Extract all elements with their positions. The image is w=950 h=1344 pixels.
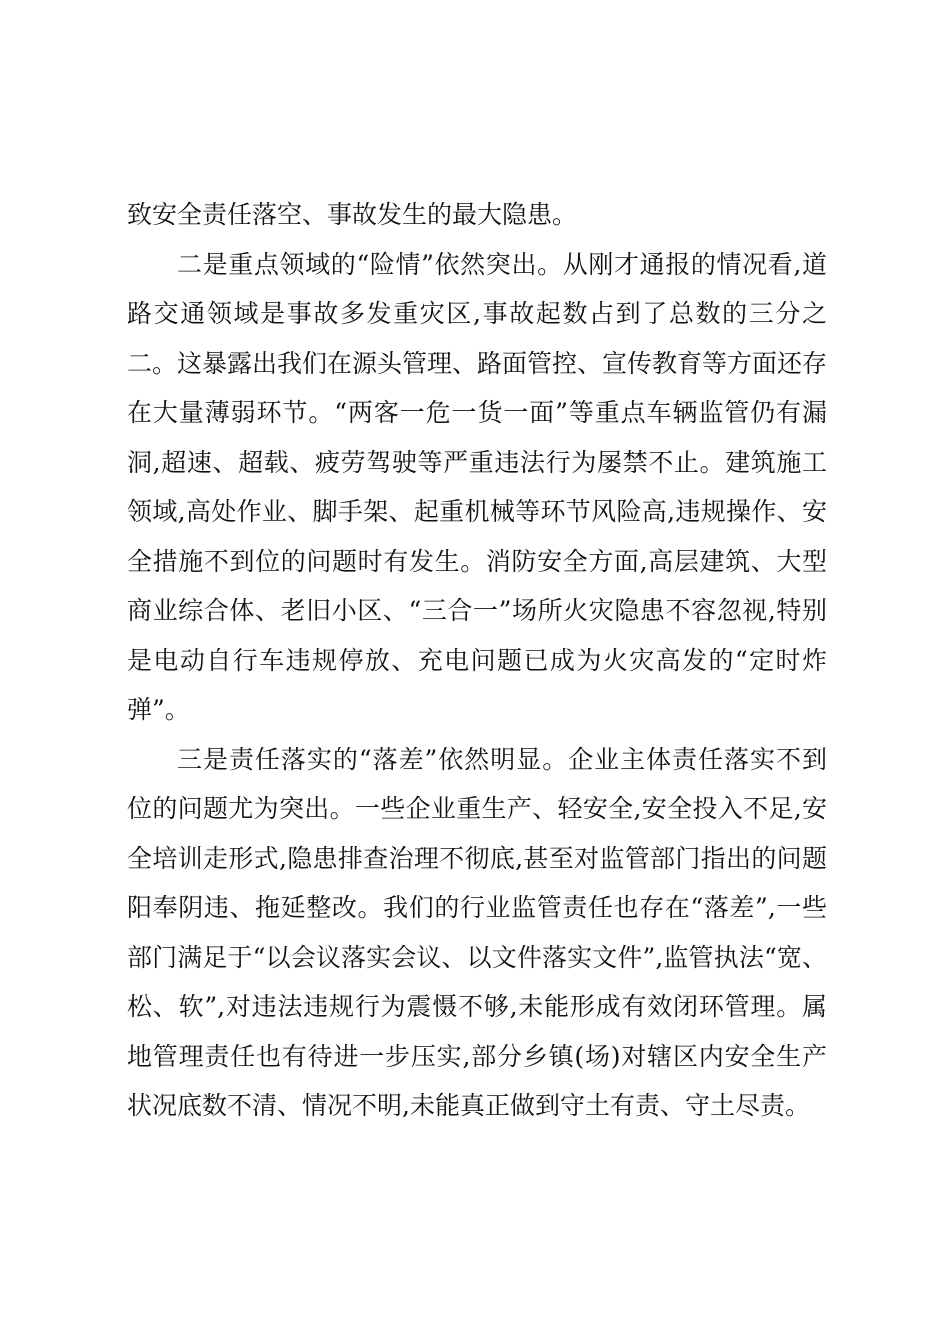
paragraph-continuation: 致安全责任落空、事故发生的最大隐患。 bbox=[127, 200, 578, 229]
paragraph-key-areas-risk: 二是重点领域的“险情”依然突出。从刚才通报的情况看,道路交通领域是事故多发重灾区,事故起数占到了总数的三分之二。这暴露出我们在源头管理、路面管控、宣传教育等方面还存在大量薄弱环节。“两客一危一货一面”等重点车辆监管仍有漏洞,超速、超载、疲劳驾驶等严重违法行为屡禁不止。建筑施工领域,高处作业、脚手架、起重机械等环节风险高,违规操作、安全措施不到位的问题时有发生。消防安全方面,高层建筑、大型商业综合体、老旧小区、“三合一”场所火灾隐患不容忽视,特别是电动自行车违规停放、充电问题已成为火灾高发的“定时炸弹”。 bbox=[127, 249, 828, 724]
paragraph-responsibility-gap: 三是责任落实的“落差”依然明显。企业主体责任落实不到位的问题尤为突出。一些企业重生产、轻安全,安全投入不足,安全培训走形式,隐患排查治理不彻底,甚至对监管部门指出的问题阳奉阴违、拖延整改。我们的行业监管责任也存在“落差”,一些部门满足于“以会议落实会议、以文件落实文件”,监管执法“宽、松、软”,对违法违规行为震慑不够,未能形成有效闭环管理。属地管理责任也有待进一步压实,部分乡镇(场)对辖区内安全生产状况底数不清、情况不明,未能真正做到守土有责、守土尽责。 bbox=[127, 744, 827, 1120]
body-text bbox=[127, 190, 827, 1131]
